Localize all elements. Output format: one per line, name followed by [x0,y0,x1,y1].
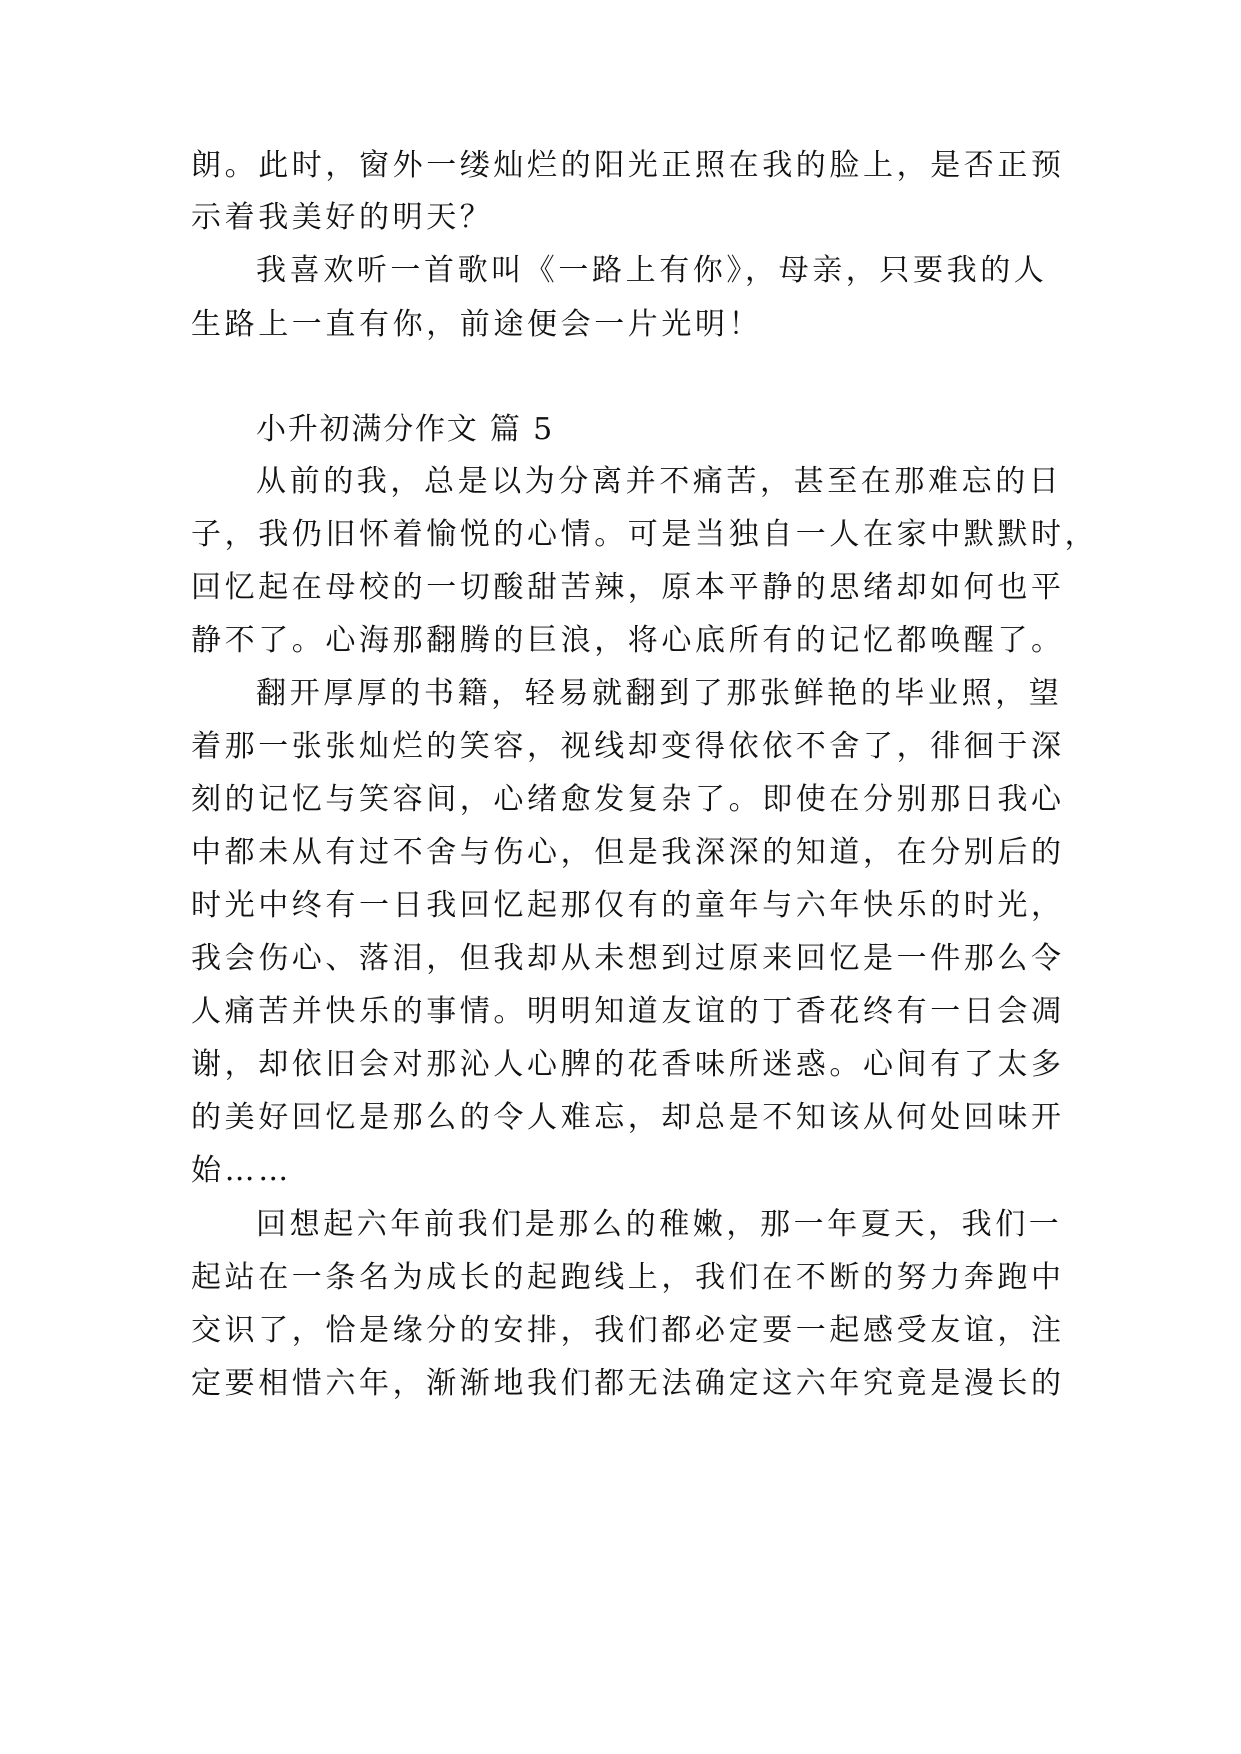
paragraph-4-line-8: 谢，却依旧会对那沁人心脾的花香味所迷惑。心间有了太多 [191,1047,1065,1082]
paragraph-5-line-3: 交识了，恰是缘分的安排，我们都必定要一起感受友谊，注 [191,1313,1065,1348]
paragraph-4-line-5: 时光中终有一日我回忆起那仅有的童年与六年快乐的时光， [191,888,1065,923]
paragraph-4-line-3: 刻的记忆与笑容间，心绪愈发复杂了。即使在分别那日我心 [191,782,1065,817]
paragraph-5-line-4: 定要相惜六年，渐渐地我们都无法确定这六年究竟是漫长的 [191,1366,1065,1401]
paragraph-2-line-1: 我喜欢听一首歌叫《一路上有你》，母亲，只要我的人 [256,253,1048,288]
paragraph-3-line-2: 子，我仍旧怀着愉悦的心情。可是当独自一人在家中默默时， [191,517,1099,552]
paragraph-3-line-4: 静不了。心海那翻腾的巨浪，将心底所有的记忆都唤醒了。 [191,623,1065,658]
paragraph-4-line-2: 着那一张张灿烂的笑容，视线却变得依依不舍了，徘徊于深 [191,729,1065,764]
paragraph-5-line-1: 回想起六年前我们是那么的稚嫩，那一年夏天，我们一 [256,1207,1063,1242]
paragraph-4-line-4: 中都未从有过不舍与伤心，但是我深深的知道，在分别后的 [191,835,1065,870]
paragraph-3-line-1: 从前的我，总是以为分离并不痛苦，甚至在那难忘的日 [256,464,1063,499]
paragraph-3-line-3: 回忆起在母校的一切酸甜苦辣，原本平静的思绪却如何也平 [191,570,1065,605]
paragraph-5-line-2: 起站在一条名为成长的起跑线上，我们在不断的努力奔跑中 [191,1260,1065,1295]
paragraph-4-line-7: 人痛苦并快乐的事情。明明知道友谊的丁香花终有一日会凋 [191,994,1065,1029]
paragraph-4-line-1: 翻开厚厚的书籍，轻易就翻到了那张鲜艳的毕业照，望 [256,676,1063,711]
paragraph-4-line-9: 的美好回忆是那么的令人难忘，却总是不知该从何处回味开 [191,1100,1065,1135]
paragraph-1-line-2: 示着我美好的明天？ [191,200,494,235]
section-heading: 小升初满分作文 篇 5 [256,412,554,447]
paragraph-2-line-2: 生路上一直有你，前途便会一片光明！ [191,307,763,342]
paragraph-4-line-10: 始…… [191,1153,292,1188]
paragraph-1-line-1: 朗。此时，窗外一缕灿烂的阳光正照在我的脸上，是否正预 [191,148,1065,183]
paragraph-4-line-6: 我会伤心、落泪，但我却从未想到过原来回忆是一件那么令 [191,941,1065,976]
